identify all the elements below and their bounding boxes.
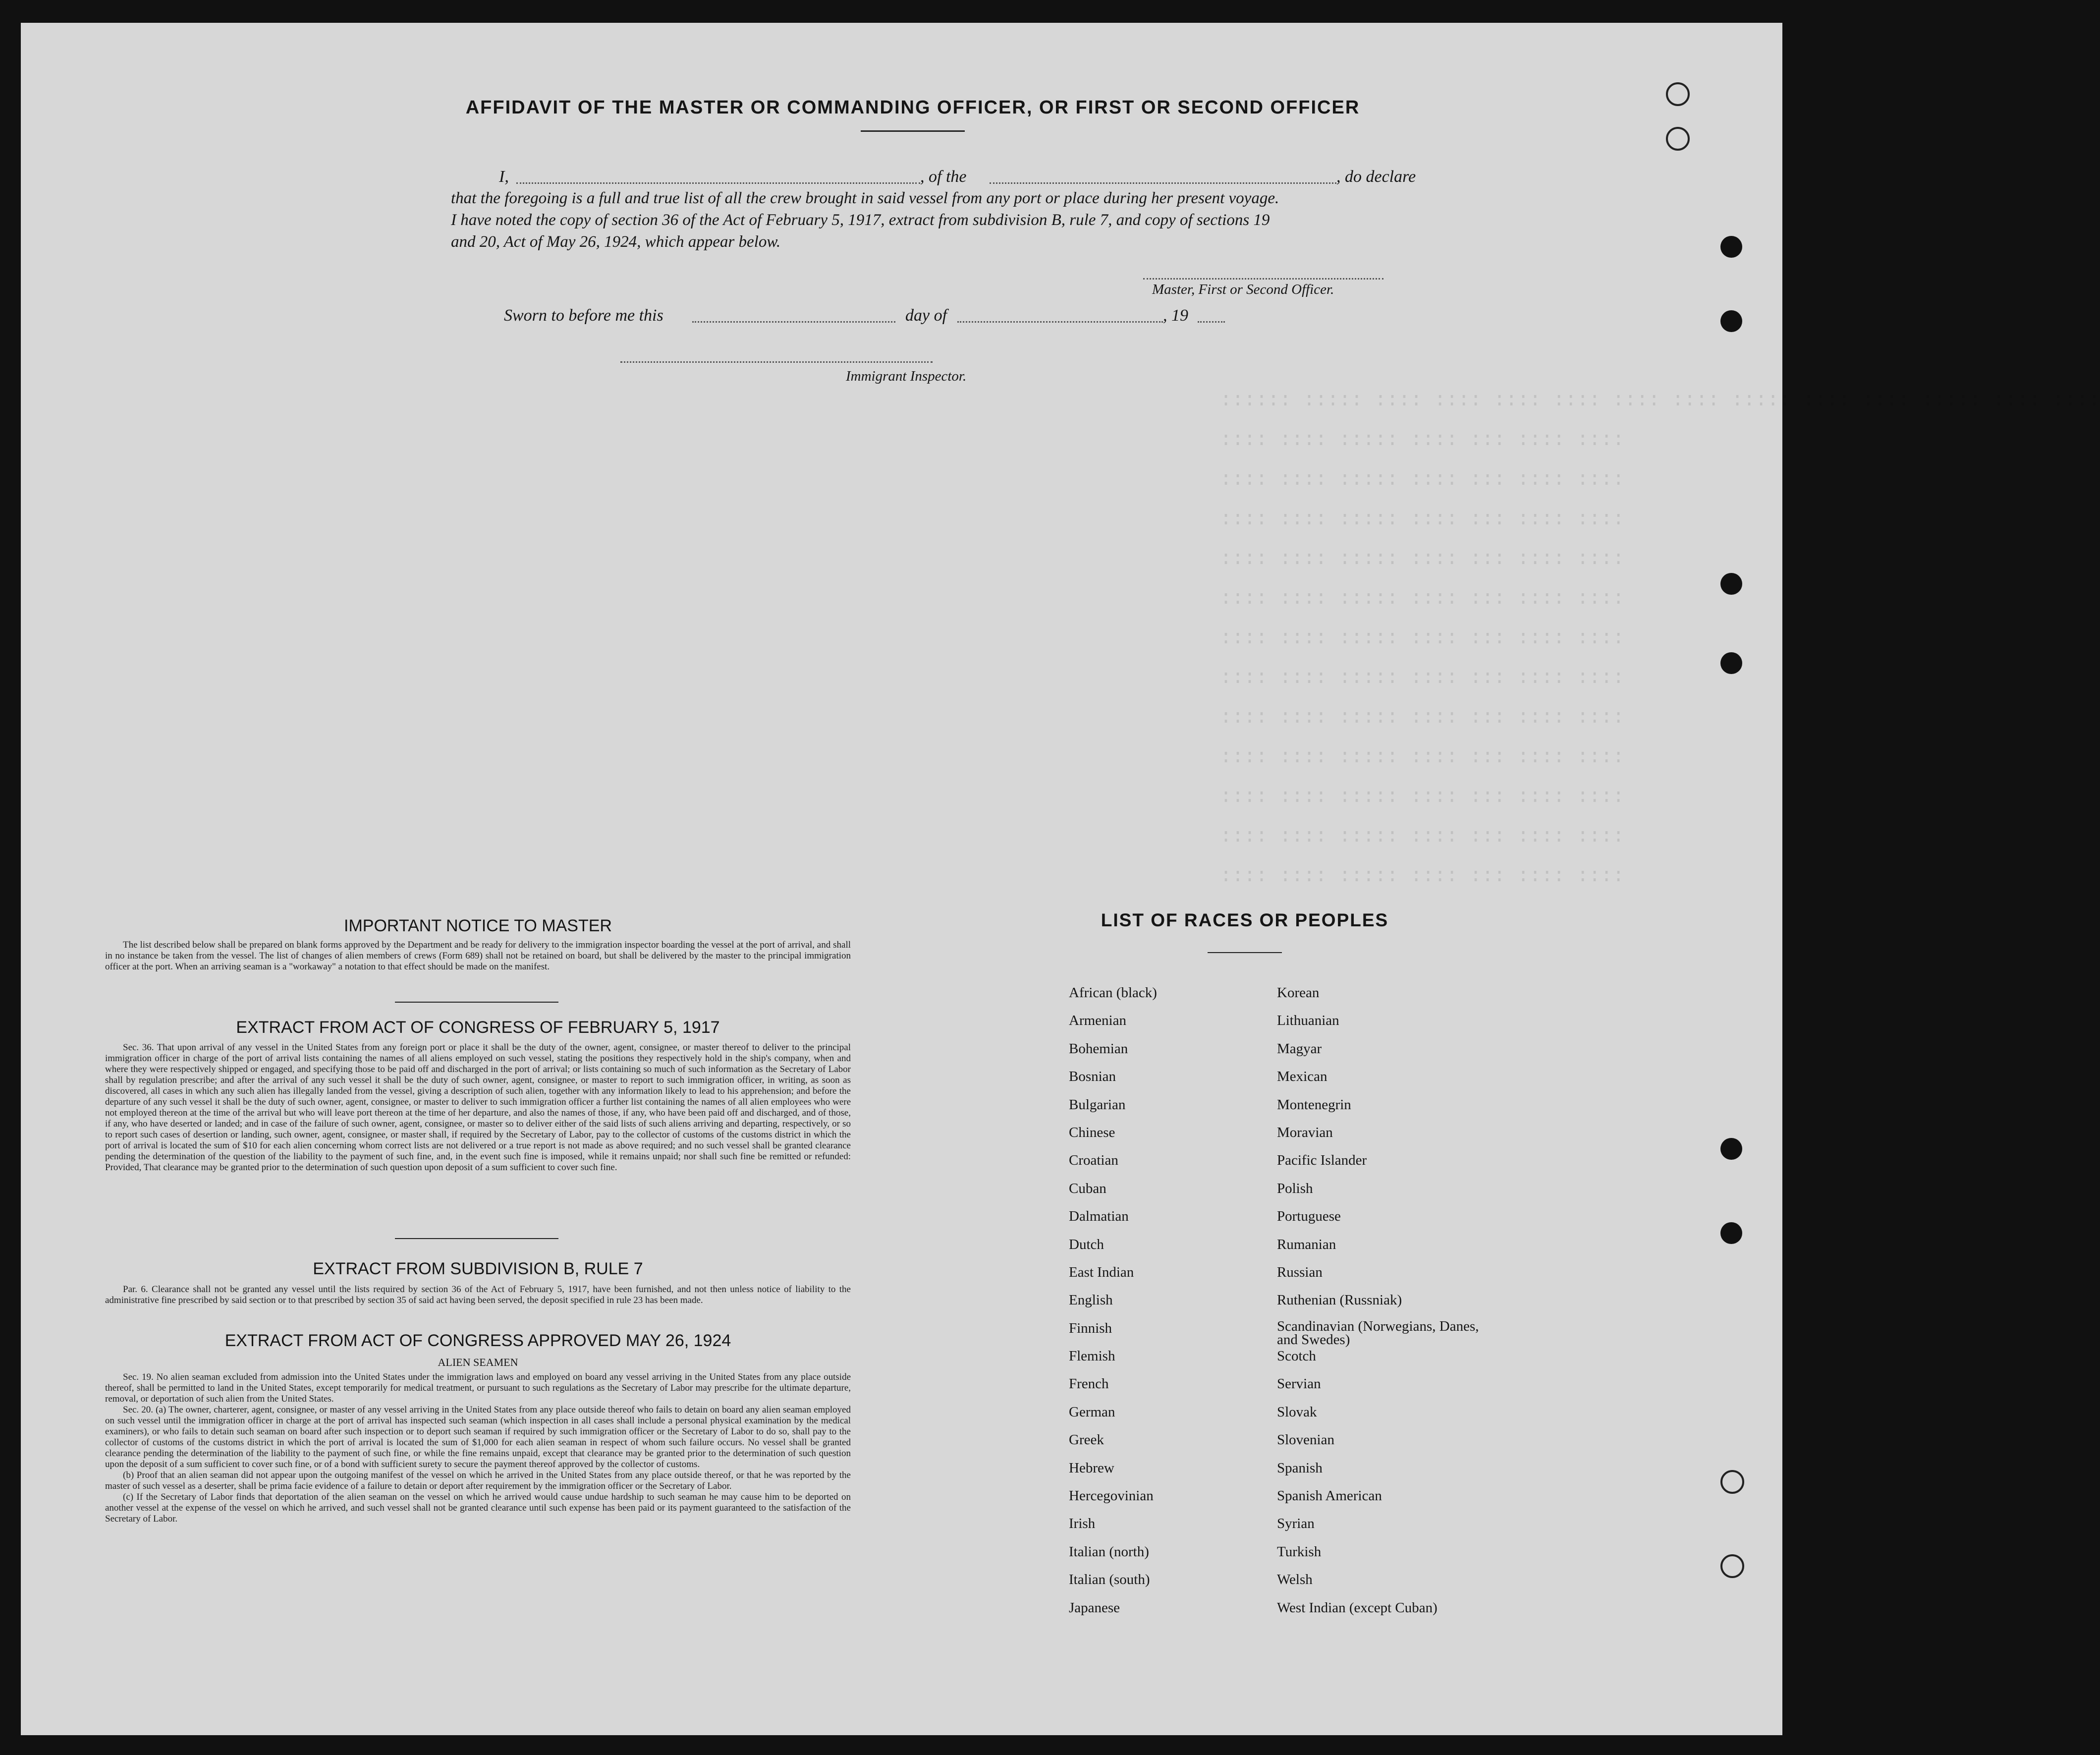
extract-1924-body: [105, 1372, 851, 1525]
races-title-rule: [1208, 952, 1282, 953]
officer-signature-field[interactable]: [1143, 278, 1383, 280]
races-title: LIST OF RACES OR PEOPLES: [1101, 910, 1389, 930]
race-item: French: [1069, 1376, 1109, 1392]
document-page: :::::: ::::: :::: :::: :::: :::: :::: :::: ::::: :::: :::: ::::: :::: :::: :::: :::: ::::: :::: ::: :::: :::: :::: :::: ::::: :::: ::: :::: :::: :::: :::: ::::: :::: ::: :::: :::: :::: :::: ::::: :::: ::: :::: :::: :::: :::: ::::: :::: ::: :::: :::: :::: :::: ::::: :::: ::: :::: :::: :::: :::: ::::: :::: ::: :::: :::: :::: :::: ::::: :::: ::: :::: :::: :::: :::: ::::: :::: ::: :::: :::: :::: :::: ::::: :::: ::: :::: :::: :::: :::: ::::: :::: ::: :::: :::: :::: :::: ::::: :::: ::: :::: :::: AFFIDAVIT OF THE MASTER OR COMMANDING OFFICER, OR FIRST OR SECOND OFFICER I, , of the , do declare that the foregoing is a full and true list of all the crew brought in said vessel from any port or place during her present voyage. I have noted the copy of section 36 of the Act of February 5, 1917, extract from subdivision B, rule 7, and copy of sections 19 and 20, Act of May 26, 1924, which appear below. Master, First or Second Officer. Sworn to before me this day of , 19 Immigrant Inspector. IMPORTANT NOTICE TO MASTER The list described below shall be prepared on blank forms approved by the Department and be ready for delivery to the immigration inspector boarding the vessel at the port of arrival, and shall in no instance be taken from the vessel. The list of changes of alien members of crews (Form 689) shall not be retained on board, but shall be delivered by the master to the principal immigration officer at the port. When an arriving seaman is a "workaway" a notation to that effect should be made on the manifest. EXTRACT FROM ACT OF CONGRESS OF FEBRUARY 5, 1917 Sec. 36. That upon arrival of any vessel in the United States from any foreign port or place it shall be the duty of the owner, agent, consignee, or master thereof to deliver to the principal immigration officer in charge of the port of arrival lists containing the names of all aliens employed on such vessel, stating the positions they respectively hold in the ship's company, when and where they were respectively shipped or engaged, and specifying those to be paid off and discharged in the port of arrival; or lists containing so much of such information as the Secretary of Labor shall by regulation prescribe; and after the arrival of any such vessel it shall be the duty of such owner, agent, consignee, or master to report to such immigration officer, in writing, as soon as discovered, all cases in which any such alien has illegally landed from the vessel, giving a description of such alien, together with any information likely to lead to his apprehension; and before the departure of any such vessel it shall be the duty of such owner, agent, consignee, or master to deliver to such immigration officer a further list containing the names of all alien employees who were not employed thereon at the time of the arrival but who will leave port thereon at the time of her departure, and also the names of those, if any, who have been paid off and discharged, and of those, if any, who have deserted or landed; and in case of the failure of such owner, agent, consignee, or master so to deliver either of the said lists of such aliens arriving and departing, respectively, or so to report such cases of desertion or landing, such owner, agent, consignee, or master shall, if required by the Secretary of Labor, pay to the collector of customs of the customs district in which the port of arrival is located the sum of $10 for each alien concerning whom correct lists are not delivered or a true report is not made as above required; and no such vessel shall be granted clearance pending the determination of the question of the liability to the payment of such fine, and, in the event such fine is imposed, while it remains unpaid; nor shall such fine be remitted or refunded: Provided, That clearance may be granted prior to the determination of such question upon deposit of a sum sufficient to cover such fine. EXTRACT FROM SUBDIVISION B, RULE 7 Par. 6. Clearance shall not be granted any vessel until the lists required by section 36 of the Act of February 5, 1917, have been furnished, and not then unless notice of liability to the administrative fine prescribed by said section or to that prescribed by section 35 of said act having been served, the deposit specified in rule 23 has been made. EXTRACT FROM ACT OF CONGRESS APPROVED MAY 26, 1924 ALIEN SEAMEN Sec. 19. No alien seaman excluded from admission into the United States under the immigration laws and employed on board any vessel arriving in the United States from any place outside thereof, shall be permitted to land in the United States, except temporarily for medical treatment, or pursuant to such regulations as the Secretary of Labor may prescribe for the ultimate departure, removal, or deportation of such alien from the United States. Sec. 20. (a) The owner, charterer, agent, consignee, or master of any vessel arriving in the United States from any place outside thereof who fails to detain on board any alien seaman employed on such vessel until the immigration officer in charge at the port of arrival has inspected such seaman (which inspection in all cases shall include a personal physical examination by the medical examiners), or who fails to detain such seaman on board after such inspection or to deport such seaman if required by such immigration officer or the Secretary of Labor to do so, shall pay to the collector of customs of the customs district in which the port of arrival is located the sum of $1,000 for each alien seaman in respect of whom such failure occurs. No vessel shall be granted clearance pending the determination of the liability to the payment of such fine, or while the fine remains unpaid, except that clearance may be granted prior to the determination of such question upon the deposit of a sum sufficient to cover such fine, or of a bond with sufficient surety to secure the payment thereof approved by the collector of customs. (b) Proof that an alien seaman did not appear upon the outgoing manifest of the vessel on which he arrived in the United States from any place outside thereof, or that he was reported by the master of such vessel as a deserter, shall be prima facie evidence of a failure to detain or deport after requirement by the immigration officer or the Secretary of Labor. (c) If the Secretary of Labor finds that deportation of the alien seaman on the vessel on which he arrived would cause undue hardship to such seaman he may cause him to be deported on another vessel at the expense of the vessel on which he arrived, and such vessel shall not be granted clearance until such expense has been paid or its payment guaranteed to the satisfaction of the Secretary of Labor. LIST OF RACES OR PEOPLES African (black) Armenian Bohemian Bosnian Bulgarian Chinese Croatian Cuban Dalmatian Dutch East Indian English Finnish Flemish French German Greek Hebrew Hercegovinian Irish Italian (north) Italian (south) Japanese Korean Lithuanian Magyar Mexican Montenegrin Moravian Pacific Islander Polish Portuguese Rumanian Russian Ruthenian (Russniak) Scandinavian (Norwegians, Danes, and Swedes) Scotch Servian Slovak Slovenian Spanish Spanish American Syrian Turkish Welsh West Indian (except Cuban): [21, 23, 1782, 1735]
punch-hole: [1720, 1138, 1742, 1160]
sworn-prefix: Sworn to before me this: [504, 306, 663, 325]
race-item: Dutch: [1069, 1236, 1104, 1252]
race-item: Armenian: [1069, 1013, 1126, 1029]
race-item: Slovenian: [1277, 1432, 1334, 1448]
rule-7-body: [105, 1284, 851, 1306]
alien-seamen-subtitle: ALIEN SEAMEN: [438, 1356, 518, 1368]
race-item: Servian: [1277, 1376, 1321, 1392]
affidavit-do-declare: , do declare: [1336, 168, 1416, 186]
race-item: Polish: [1277, 1180, 1313, 1196]
race-item: Spanish: [1277, 1460, 1323, 1476]
race-item: Lithuanian: [1277, 1013, 1339, 1029]
inspector-signature-field[interactable]: [620, 361, 933, 363]
affidavit-line-2: that the foregoing is a full and true list of all the crew brought in said vessel from any port or place during her present voyage.: [451, 189, 1279, 207]
race-item: Bosnian: [1069, 1069, 1116, 1085]
affidavit-line-4: and 20, Act of May 26, 1924, which appear below.: [451, 233, 781, 251]
affidavit-title: AFFIDAVIT OF THE MASTER OR COMMANDING OFFICER, OR FIRST OR SECOND OFFICER: [465, 97, 1360, 118]
race-item: Hebrew: [1069, 1460, 1114, 1476]
rule-7-title: EXTRACT FROM SUBDIVISION B, RULE 7: [313, 1259, 643, 1278]
race-item: Syrian: [1277, 1516, 1315, 1532]
sworn-month-field[interactable]: [957, 321, 1163, 323]
race-item: Croatian: [1069, 1152, 1118, 1169]
affidavit-of-the: , of the: [920, 168, 967, 186]
race-item: Irish: [1069, 1516, 1096, 1532]
race-item: Italian (north): [1069, 1543, 1149, 1560]
race-item: Pacific Islander: [1277, 1152, 1367, 1169]
vessel-name-field[interactable]: [990, 182, 1336, 184]
race-item: Slovak: [1277, 1404, 1317, 1420]
race-item: Chinese: [1069, 1124, 1115, 1140]
officer-signature-caption: Master, First or Second Officer.: [1152, 282, 1334, 297]
race-item: Welsh: [1277, 1572, 1313, 1588]
race-item: Scotch: [1277, 1348, 1316, 1364]
race-item: Korean: [1277, 985, 1320, 1001]
race-item: Bulgarian: [1069, 1096, 1126, 1113]
race-item: German: [1069, 1404, 1115, 1420]
race-item: Portuguese: [1277, 1208, 1341, 1225]
notice-title: IMPORTANT NOTICE TO MASTER: [344, 916, 612, 935]
race-item: Montenegrin: [1277, 1096, 1351, 1113]
day-of-label: day of: [905, 306, 947, 325]
extract-1917-divider: [395, 1238, 558, 1239]
notice-body: [105, 940, 851, 972]
race-item: Cuban: [1069, 1180, 1106, 1196]
rule-7-paragraph: Par. 6. Clearance shall not be granted any vessel until the lists required by section 36 of the Act of February 5, 1917, have been furnished, and not then unless notice of liability to the administrative fine prescribed by said section or to that prescribed by section 35 of said act having been served, the deposit specified in rule 23 has been made.: [105, 1284, 851, 1305]
extract-1924-title: EXTRACT FROM ACT OF CONGRESS APPROVED MAY 26, 1924: [224, 1331, 731, 1350]
section-36-paragraph: Sec. 36. That upon arrival of any vessel in the United States from any foreign port or place it shall be the duty of the owner, agent, consignee, or master thereof to deliver to the principal immigration officer in charge of the port of arrival lists containing the names of all aliens employed on such vessel, stating the positions they respectively hold in the ship's company, when and where they were respectively shipped or engaged, and specifying those to be paid off and discharged in the port of arrival; or lists containing so much of such information as the Secretary of Labor shall by regulation prescribe; and after the arrival of any such vessel it shall be the duty of such owner, agent, consignee, or master to report to such immigration officer, in writing, as soon as discovered, all cases in which any such alien has illegally landed from the vessel, giving a description of such alien, together with any information likely to lead to his apprehension; and before the departure of any such vessel it shall be the duty of such owner, agent, consignee, or master to deliver to such immigration officer a further list containing the names of all alien employees who were not employed thereon at the time of the arrival but who will leave port thereon at the time of her departure, and also the names of those, if any, who have been paid off and discharged, and of those, if any, who have deserted or landed; and in case of the failure of such owner, agent, consignee, or master so to deliver either of the said lists of such aliens arriving and departing, respectively, or so to report such cases of desertion or landing, such owner, agent, consignee, or master shall, if required by the Secretary of Labor, pay to the collector of customs of the customs district in which the port of arrival is located the sum of $10 for each alien concerning whom correct lists are not delivered or a true report is not made as above required; and no such vessel shall be granted clearance pending the determination of the question of the liability to the payment of such fine, and, in the event such fine is imposed, while it remains unpaid; nor shall such fine be remitted or refunded: Provided, That clearance may be granted prior to the determination of such question upon deposit of a sum sufficient to cover such fine.: [105, 1042, 851, 1173]
affidavit-line-3: I have noted the copy of section 36 of the Act of February 5, 1917, extract from subdivision B, rule 7, and copy of sections 19: [451, 211, 1270, 229]
inspector-caption: Immigrant Inspector.: [846, 368, 967, 384]
notice-divider: [395, 1002, 558, 1003]
races-list-left: [1069, 984, 1157, 1627]
race-item: Dalmatian: [1069, 1208, 1129, 1225]
punch-hole: [1720, 573, 1742, 595]
section-20c-paragraph: (c) If the Secretary of Labor finds that deportation of the alien seaman on the vessel on which he arrived would cause undue hardship to such seaman he may cause him to be deported on another vessel at the expense of the vessel on which he arrived, and such vessel shall not be granted clearance until such expense has been paid or its payment guaranteed to the satisfaction of the Secretary of Labor.: [105, 1492, 851, 1524]
sworn-year-field[interactable]: [1198, 321, 1225, 323]
punch-hole: [1720, 236, 1742, 258]
race-item: Ruthenian (Russniak): [1277, 1292, 1402, 1308]
races-list-right: [1277, 984, 1490, 1627]
race-item: Spanish American: [1277, 1488, 1382, 1504]
section-20b-paragraph: (b) Proof that an alien seaman did not appear upon the outgoing manifest of the vessel on which he arrived in the United States from any place outside thereof, or that he was reported by the master of such vessel as a deserter, shall be prima facie evidence of a failure to detain or deport after requirement by the immigration officer or the Secretary of Labor.: [105, 1470, 851, 1491]
race-item: Japanese: [1069, 1599, 1120, 1616]
race-item: West Indian (except Cuban): [1277, 1599, 1437, 1616]
extract-1917-title: EXTRACT FROM ACT OF CONGRESS OF FEBRUARY 5, 1917: [236, 1018, 720, 1037]
affidavit-title-rule: [861, 130, 965, 132]
punch-hole: [1720, 1554, 1744, 1578]
extract-1917-body: [105, 1042, 851, 1173]
race-item: Rumanian: [1277, 1236, 1336, 1252]
race-item: Italian (south): [1069, 1572, 1150, 1588]
sworn-day-field[interactable]: [692, 321, 895, 323]
punch-hole: [1720, 1222, 1742, 1244]
punch-hole: [1720, 652, 1742, 674]
race-item: Magyar: [1277, 1040, 1322, 1057]
race-item: English: [1069, 1292, 1113, 1308]
race-item: Scandinavian (Norwegians, Danes, and Swedes): [1277, 1318, 1479, 1348]
year-prefix: , 19: [1163, 306, 1188, 325]
affidavit-i: I,: [499, 168, 509, 186]
punch-hole: [1666, 82, 1690, 106]
punch-hole: [1720, 1470, 1744, 1494]
race-item: Mexican: [1277, 1069, 1327, 1085]
race-item: Finnish: [1069, 1320, 1112, 1336]
race-item: African (black): [1069, 985, 1157, 1001]
section-20a-paragraph: Sec. 20. (a) The owner, charterer, agent, consignee, or master of any vessel arriving in the United States from any place outside thereof who fails to detain on board any alien seaman employed on such vessel until the immigration officer in charge at the port of arrival has inspected such seaman (which inspection in all cases shall include a personal physical examination by the medical examiners), or who fails to detain such seaman on board after such inspection or to deport such seaman if required by such immigration officer or the Secretary of Labor to do so, shall pay to the collector of customs of the customs district in which the port of arrival is located the sum of $1,000 for each alien seaman in respect of whom such failure occurs. No vessel shall be granted clearance pending the determination of the liability to the payment of such fine, or while the fine remains unpaid, except that clearance may be granted prior to the determination of such question upon the deposit of a sum sufficient to cover such fine, or of a bond with sufficient surety to secure the payment thereof approved by the collector of customs.: [105, 1405, 851, 1470]
race-item: Flemish: [1069, 1348, 1115, 1364]
race-item: Russian: [1277, 1264, 1323, 1280]
race-item: Hercegovinian: [1069, 1488, 1154, 1504]
race-item: Bohemian: [1069, 1040, 1128, 1057]
punch-hole: [1666, 127, 1690, 151]
section-19-paragraph: Sec. 19. No alien seaman excluded from admission into the United States under the immigration laws and employed on board any vessel arriving in the United States from any place outside thereof, shall be permitted to land in the United States, except temporarily for medical treatment, or pursuant to such regulations as the Secretary of Labor may prescribe for the ultimate departure, removal, or deportation of such alien from the United States.: [105, 1372, 851, 1404]
punch-hole: [1720, 310, 1742, 332]
race-item: Moravian: [1277, 1124, 1333, 1140]
master-name-field[interactable]: [516, 182, 920, 184]
race-item: Turkish: [1277, 1543, 1322, 1560]
notice-paragraph: The list described below shall be prepared on blank forms approved by the Department and be ready for delivery to the immigration inspector boarding the vessel at the port of arrival, and shall in no instance be taken from the vessel. The list of changes of alien members of crews (Form 689) shall not be retained on board, but shall be delivered by the master to the principal immigration officer at the port. When an arriving seaman is a "workaway" a notation to that effect should be made on the manifest.: [105, 940, 851, 972]
race-item: East Indian: [1069, 1264, 1134, 1280]
race-item: Greek: [1069, 1432, 1104, 1448]
